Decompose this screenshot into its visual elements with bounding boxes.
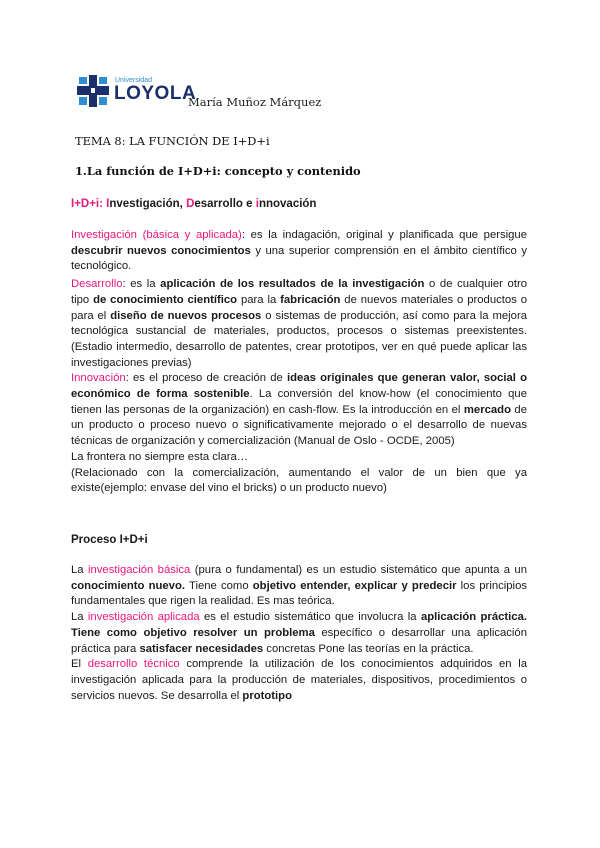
proceso-block [71, 563, 527, 704]
basica-paragraph: La investigación básica (pura o fundamental) es un estudio sistemático que apunta a un conocimiento nuevo. Tiene como objetivo entender, explicar y predecir los principios fundamentales que rigen la realidad. Es mas teórica. [71, 564, 527, 608]
topic-heading: TEMA 8: LA FUNCIÓN DE I+D+i [75, 134, 270, 148]
desarrollo-term: Desarrollo [71, 278, 123, 291]
tecnico-term: desarrollo técnico [87, 658, 180, 671]
logo-name-text: LOYOLA [114, 83, 197, 104]
frontera-text: La frontera no siempre esta clara… [71, 450, 249, 463]
logo-cross-icon [76, 74, 110, 108]
proceso-heading: Proceso I+D+i [71, 534, 148, 546]
innovacion-term: Innovación [71, 372, 126, 385]
innovacion-paragraph: Innovación: es el proceso de creación de ideas originales que generan valor, social o económico de forma sostenible. La conversión del know-how (el conocimiento que tienen las personas de la organización) en cash-flow. Es la introducción en el mercado de un producto o proceso nuevo o significativamente mejorado o el desarrollo de nuevas técnicas de organización y comercialización (Manual de Oslo - OCDE, 2005) [71, 372, 527, 448]
section-heading: 1.La función de I+D+i: concepto y contenido [75, 164, 361, 178]
relacionado-text: (Relacionado con la comercialización, aumentando el valor de un bien que ya existe(ejemplo: envase del vino el bricks) o un producto nuevo) [71, 466, 527, 495]
tecnico-paragraph: El desarrollo técnico comprende la utilización de los conocimientos adquiridos en la investigación aplicada para la producción de materiales, dispositivos, procedimientos o servicios nuevos. Se desarrolla el prototipo [71, 658, 527, 702]
definitions-block [71, 228, 527, 497]
logo-university-text: Universidad [115, 77, 152, 84]
idi-title: I+D+i: Investigación, Desarrollo e innovación [71, 198, 317, 210]
investigacion-paragraph: Investigación (básica y aplicada): es la indagación, original y planificada que persigue descubrir nuevos conocimientos y una superior comprensión en el ámbito científico y tecnológico. [71, 229, 528, 273]
author-name: María Muñoz Márquez [188, 95, 322, 109]
idi-label: I+D+i: [71, 198, 103, 210]
university-logo [76, 74, 197, 108]
aplicada-paragraph: La investigación aplicada es el estudio sistemático que involucra la aplicación práctica. Tiene como objetivo resolver un problema específico o desarrollar una aplicación práctica para satisfacer necesidades concretas Pone las teorías en la práctica. [71, 611, 527, 655]
basica-term: investigación básica [87, 564, 191, 576]
desarrollo-paragraph: Desarrollo: es la aplicación de los resultados de la investigación o de cualquier otro tipo de conocimiento científico para la fabricación de nuevos materiales o productos o para el diseño de nuevos procesos o sistemas de producción, así como para la mejora tecnológica sustancial de materiales, productos, procesos o sistemas preexistentes.(Estadio intermedio, desarrollo de patentes, crear prototipos, ver en qué puede aplicar las investigaciones previas) [71, 278, 528, 369]
investigacion-term: Investigación (básica y aplicada) [71, 229, 242, 241]
aplicada-term: investigación aplicada [87, 611, 200, 624]
